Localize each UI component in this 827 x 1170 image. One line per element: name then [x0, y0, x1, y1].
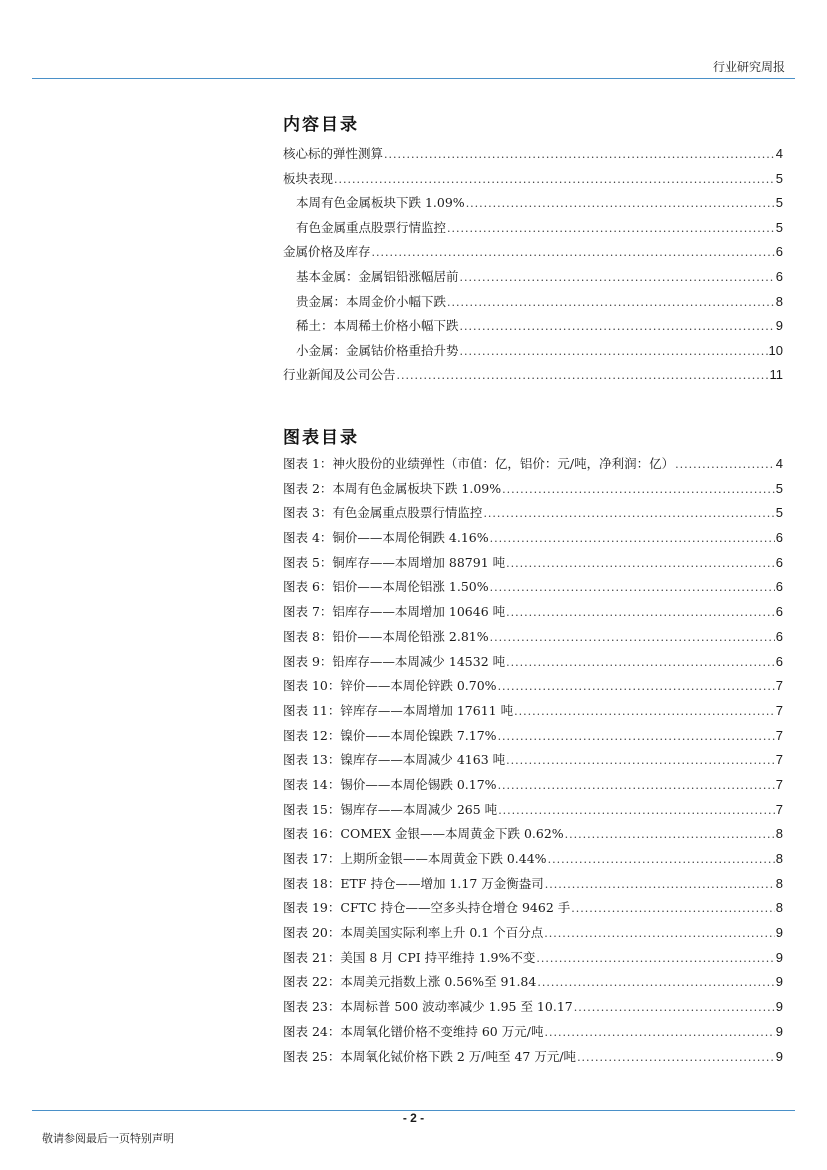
figures-title: 图表目录 [283, 428, 359, 448]
leader-dots [577, 1046, 775, 1071]
toc-entry[interactable] [283, 167, 783, 192]
report-type-label: 行业研究周报 [712, 60, 785, 74]
leader-dots [498, 725, 775, 750]
figure-entry[interactable] [283, 822, 783, 847]
figure-entry-title: 图表 10：锌价——本周伦锌跌 0.70% [283, 678, 497, 694]
toc-entry-title: 基本金属：金属铝铅涨幅居前 [296, 268, 459, 284]
leader-dots [460, 266, 775, 291]
toc-entry[interactable] [283, 265, 783, 290]
figure-entry-page: 5 [775, 505, 783, 521]
leader-dots [536, 947, 774, 972]
figure-entry[interactable] [283, 847, 783, 872]
toc-entry-title: 贵金属：本周金价小幅下跌 [296, 293, 447, 309]
leader-dots [447, 217, 775, 242]
toc-entry-title: 稀土：本周稀土价格小幅下跌 [296, 318, 459, 334]
leader-dots [498, 799, 775, 824]
figure-entry-page: 8 [775, 826, 783, 842]
contents-list [283, 142, 783, 388]
figure-entry[interactable] [283, 551, 783, 576]
figure-entry[interactable] [283, 674, 783, 699]
figure-entry-page: 6 [775, 530, 783, 546]
figure-entry-title: 图表 2：本周有色金属板块下跌 1.09% [283, 480, 502, 496]
figure-entry-page: 6 [775, 604, 783, 620]
figure-entry-title: 图表 18：ETF 持仓——增加 1.17 万金衡盎司 [283, 875, 544, 891]
figure-entry-page: 7 [775, 776, 783, 792]
toc-entry[interactable] [283, 314, 783, 339]
toc-entry-title: 金属价格及库存 [283, 244, 371, 260]
figure-entry[interactable] [283, 995, 783, 1020]
figure-entry-page: 9 [775, 1023, 783, 1039]
toc-entry-page: 8 [775, 293, 783, 309]
figure-entry[interactable] [283, 798, 783, 823]
figure-entry[interactable] [283, 650, 783, 675]
leader-dots [548, 848, 775, 873]
figure-entry-title: 图表 20：本周美国实际利率上升 0.1 个百分点 [283, 925, 544, 941]
figure-entry-title: 图表 12：镍价——本周伦镍跌 7.17% [283, 727, 497, 743]
leader-dots [384, 143, 775, 168]
figure-entry-page: 8 [775, 851, 783, 866]
figure-entry-title: 图表 9：铅库存——本周减少 14532 吨 [283, 653, 506, 669]
toc-entry[interactable] [283, 142, 783, 167]
figure-entry[interactable] [283, 773, 783, 798]
toc-entry-page: 10 [768, 342, 783, 358]
leader-dots [544, 1021, 774, 1046]
figure-entry[interactable] [283, 970, 783, 995]
figure-entry-title: 图表 3：有色金属重点股票行情监控 [283, 505, 483, 521]
leader-dots [502, 478, 775, 503]
contents-title: 内容目录 [283, 115, 359, 135]
figure-entry-page: 6 [775, 653, 783, 669]
leader-dots [537, 971, 774, 996]
figure-entry-title: 图表 5：铜库存——本周增加 88791 吨 [283, 554, 506, 570]
figure-entry[interactable] [283, 477, 783, 502]
toc-entry-page: 4 [775, 146, 783, 161]
figure-entry[interactable] [283, 946, 783, 971]
leader-dots [466, 192, 775, 217]
toc-entry-page: 6 [775, 268, 783, 284]
leader-dots [571, 897, 775, 922]
toc-entry-page: 6 [775, 244, 783, 260]
figure-entry-page: 5 [775, 480, 783, 496]
figure-entry-title: 图表 25：本周氧化铽价格下跌 2 万/吨至 47 万元/吨 [283, 1048, 577, 1064]
figure-entry-page: 4 [775, 456, 783, 471]
figure-entry-title: 图表 4：铜价——本周伦铜跌 4.16% [283, 530, 489, 546]
figure-entry[interactable] [283, 896, 783, 921]
figure-entry-page: 7 [775, 801, 783, 817]
figure-entry[interactable] [283, 625, 783, 650]
leader-dots [506, 651, 775, 676]
leader-dots [675, 453, 775, 478]
figure-entry-title: 图表 19：CFTC 持仓——空多头持仓增仓 9462 手 [283, 900, 571, 916]
figure-entry-title: 图表 21：美国 8 月 CPI 持平维持 1.9%不变 [283, 949, 536, 965]
figure-entry-title: 图表 22：本周美元指数上涨 0.56%至 91.84 [283, 974, 537, 990]
figure-entry[interactable] [283, 452, 783, 477]
figure-entry[interactable] [283, 1020, 783, 1045]
figure-entry-page: 7 [775, 752, 783, 768]
figure-entry[interactable] [283, 699, 783, 724]
figure-entry-title: 图表 13：镍库存——本周减少 4163 吨 [283, 752, 506, 768]
leader-dots [506, 601, 775, 626]
leader-dots [514, 700, 775, 725]
toc-entry-page: 5 [775, 219, 783, 235]
toc-entry-page: 5 [775, 195, 783, 211]
leader-dots [545, 873, 775, 898]
figure-entry-page: 7 [775, 678, 783, 694]
leader-dots [460, 340, 768, 365]
toc-entry[interactable] [283, 290, 783, 315]
toc-entry[interactable] [283, 339, 783, 364]
figure-entry-title: 图表 8：铅价——本周伦铅涨 2.81% [283, 628, 489, 644]
figure-entry-page: 9 [775, 925, 783, 941]
figure-entry[interactable] [283, 575, 783, 600]
figure-entry-page: 6 [775, 554, 783, 570]
figure-entry-title: 图表 17：上期所金银——本周黄金下跌 0.44% [283, 851, 547, 866]
leader-dots [498, 675, 775, 700]
toc-entry[interactable] [283, 240, 783, 265]
toc-entry[interactable] [283, 191, 783, 216]
figure-entry[interactable] [283, 724, 783, 749]
toc-entry-title: 板块表现 [283, 170, 334, 186]
figure-entry[interactable] [283, 921, 783, 946]
toc-entry-page: 9 [775, 318, 783, 334]
toc-entry-title: 核心标的弹性测算 [283, 146, 384, 161]
leader-dots [490, 576, 775, 601]
figure-entry-page: 9 [775, 949, 783, 965]
figure-entry-title: 图表 24：本周氧化镨价格不变维持 60 万元/吨 [283, 1023, 544, 1039]
figure-entry-title: 图表 23：本周标普 500 波动率减少 1.95 至 10.17 [283, 999, 573, 1015]
figure-entry-page: 7 [775, 727, 783, 743]
disclaimer-note: 敬请参阅最后一页特别声明 [42, 1132, 174, 1145]
leader-dots [334, 168, 775, 193]
leader-dots [544, 922, 775, 947]
figure-entry-page: 6 [775, 628, 783, 644]
figures-list [283, 452, 783, 1069]
figure-entry-title: 图表 11：锌库存——本周增加 17611 吨 [283, 702, 514, 718]
leader-dots [490, 626, 775, 651]
toc-entry[interactable] [283, 216, 783, 241]
figure-entry-title: 图表 15：锡库存——本周减少 265 吨 [283, 801, 498, 817]
figure-entry-title: 图表 14：锡价——本周伦锡跌 0.17% [283, 776, 497, 792]
figure-entry-page: 9 [775, 1048, 783, 1064]
figure-entry-title: 图表 1：神火股份的业绩弹性（市值：亿，铝价：元/吨，净利润：亿） [283, 456, 675, 471]
leader-dots [460, 315, 775, 340]
leader-dots [372, 241, 775, 266]
figure-entry[interactable] [283, 501, 783, 526]
toc-entry-title: 行业新闻及公司公告 [283, 367, 396, 383]
toc-entry-title: 本周有色金属板块下跌 1.09% [296, 195, 465, 211]
page-number: - 2 - [402, 1111, 425, 1125]
leader-dots [397, 364, 769, 389]
toc-entry-title: 有色金属重点股票行情监控 [296, 219, 447, 235]
figure-entry-title: 图表 16：COMEX 金银——本周黄金下跌 0.62% [283, 826, 564, 842]
leader-dots [574, 996, 775, 1021]
figure-entry[interactable] [283, 1045, 783, 1070]
figure-entry-page: 7 [775, 702, 783, 718]
figure-entry[interactable] [283, 600, 783, 625]
toc-entry[interactable] [283, 363, 783, 388]
toc-entry-title: 小金属：金属钴价格重拾升势 [296, 342, 459, 358]
toc-entry-page: 5 [775, 170, 783, 186]
leader-dots [506, 552, 775, 577]
leader-dots [506, 749, 775, 774]
figure-entry-page: 6 [775, 579, 783, 595]
figure-entry-page: 9 [775, 999, 783, 1015]
header-divider [32, 78, 795, 79]
leader-dots [483, 502, 774, 527]
figure-entry-page: 8 [775, 900, 783, 916]
leader-dots [447, 291, 775, 316]
figure-entry-page: 8 [775, 875, 783, 891]
figure-entry-title: 图表 7：铝库存——本周增加 10646 吨 [283, 604, 506, 620]
leader-dots [490, 527, 775, 552]
figure-entry-page: 9 [775, 974, 783, 990]
figure-entry[interactable] [283, 872, 783, 897]
figure-entry[interactable] [283, 526, 783, 551]
figure-entry[interactable] [283, 748, 783, 773]
figure-entry-title: 图表 6：铝价——本周伦铝涨 1.50% [283, 579, 489, 595]
toc-entry-page: 11 [769, 367, 783, 383]
leader-dots [565, 823, 775, 848]
leader-dots [498, 774, 775, 799]
